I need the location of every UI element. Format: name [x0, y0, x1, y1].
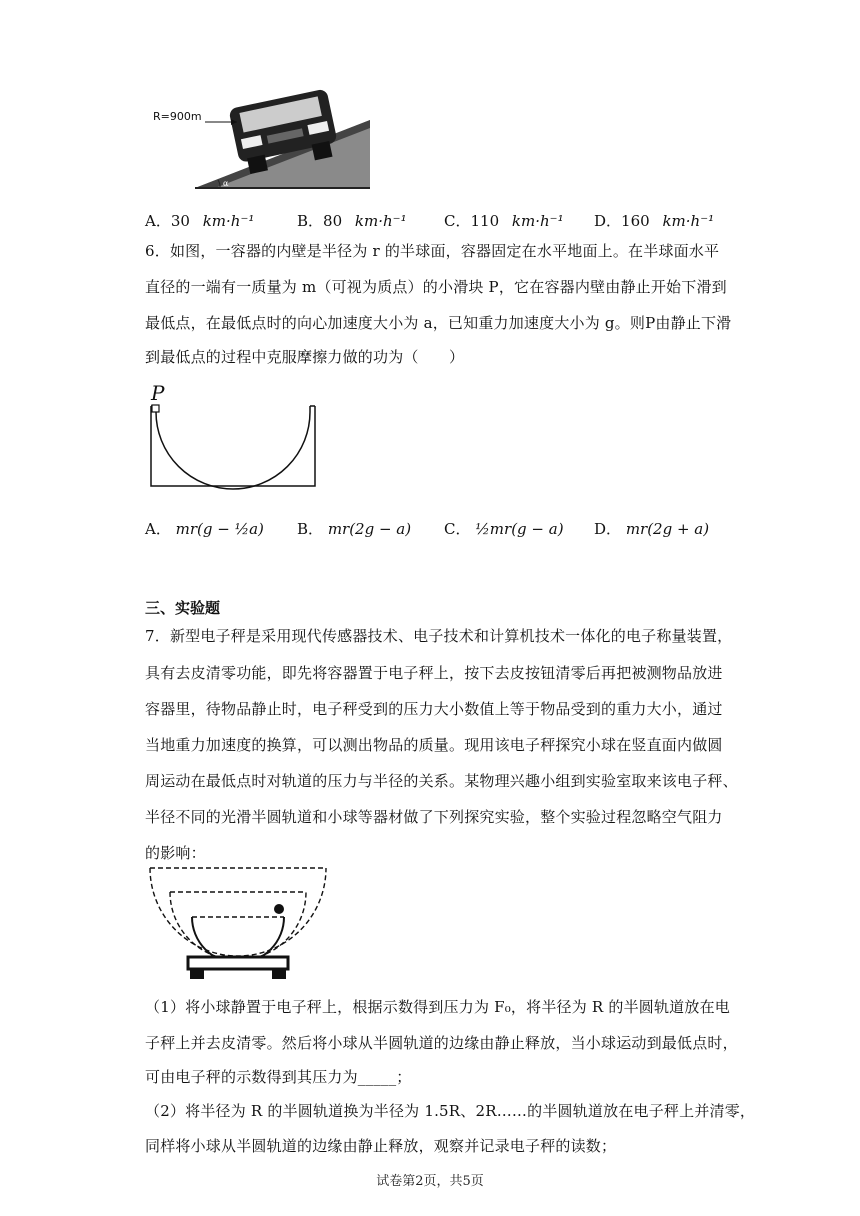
- q7-step1-line-3[interactable]: 可由电子秤的示数得到其压力为_____；: [145, 1068, 412, 1086]
- section-title: 三、实验题: [145, 599, 221, 617]
- radius-label: R=900m: [153, 110, 202, 123]
- q7-step2-line-2: 同样将小球从半圆轨道的边缘由静止释放，观察并记录电子秤的读数；: [145, 1137, 617, 1155]
- q7-line-3: 容器里，待物品静止时，电子秤受到的压力大小数值上等于物品受到的重力大小，通过: [145, 700, 723, 718]
- q5-option-c[interactable]: C．110 km·h⁻¹: [444, 212, 564, 230]
- slider-label: P: [151, 381, 165, 405]
- q5-option-d[interactable]: D．160 km·h⁻¹: [594, 212, 715, 230]
- q6-option-c[interactable]: C． ½mr(g − a): [444, 520, 564, 538]
- q7-line-4: 当地重力加速度的换算，可以测出物品的质量。现用该电子秤探究小球在竖直面内做圆: [145, 736, 723, 754]
- q7-step2-line-1: （2）将半径为 R 的半圆轨道换为半径为 1.5R、2R……的半圆轨道放在电子秤上并清零，: [145, 1102, 756, 1120]
- q7-step1-line-2: 子秤上并去皮清零。然后将小球从半圆轨道的边缘由静止释放，当小球运动到最低点时，: [145, 1034, 738, 1052]
- scale-tracks-figure: [140, 862, 340, 982]
- hemisphere-container-figure: [140, 380, 320, 490]
- q6-option-b[interactable]: B． mr(2g − a): [297, 520, 412, 538]
- q5-option-a[interactable]: A．30 km·h⁻¹: [145, 212, 255, 230]
- car-on-banked-road-figure: [145, 80, 375, 190]
- q7-line-1: 7．新型电子秤是采用现代传感器技术、电子技术和计算机技术一体化的电子称量装置，: [145, 627, 733, 645]
- page-footer: 试卷第2页，共5页: [376, 1174, 484, 1189]
- q5-option-b[interactable]: B．80 km·h⁻¹: [297, 212, 407, 230]
- q6-line-3: 最低点，在最低点时的向心加速度大小为 a，已知重力加速度大小为 g。则P由静止下滑: [145, 314, 732, 332]
- q6-option-d[interactable]: D． mr(2g + a): [594, 520, 710, 538]
- q6-option-a[interactable]: A． mr(g − ½a): [145, 520, 264, 538]
- q6-line-2: 直径的一端有一质量为 m（可视为质点）的小滑块 P，它在容器内壁由静止开始下滑到: [145, 278, 727, 296]
- q7-line-6: 半径不同的光滑半圆轨道和小球等器材做了下列探究实验，整个实验过程忽略空气阻力: [145, 808, 723, 826]
- q7-line-5: 周运动在最低点时对轨道的压力与半径的关系。某物理兴趣小组到实验室取来该电子秤、: [145, 772, 738, 790]
- q6-line-4: 到最低点的过程中克服摩擦力做的功为（ ）: [145, 348, 465, 366]
- q6-line-1: 6．如图，一容器的内壁是半径为 r 的半球面，容器固定在水平地面上。在半球面水平: [145, 242, 720, 260]
- angle-label: α: [223, 179, 229, 188]
- q7-line-2: 具有去皮清零功能，即先将容器置于电子秤上，按下去皮按钮清零后再把被测物品放进: [145, 664, 723, 682]
- q7-line-7: 的影响：: [145, 844, 206, 862]
- q7-step1-line-1: （1）将小球静置于电子秤上，根据示数得到压力为 F₀，将半径为 R 的半圆轨道放在电: [145, 998, 730, 1016]
